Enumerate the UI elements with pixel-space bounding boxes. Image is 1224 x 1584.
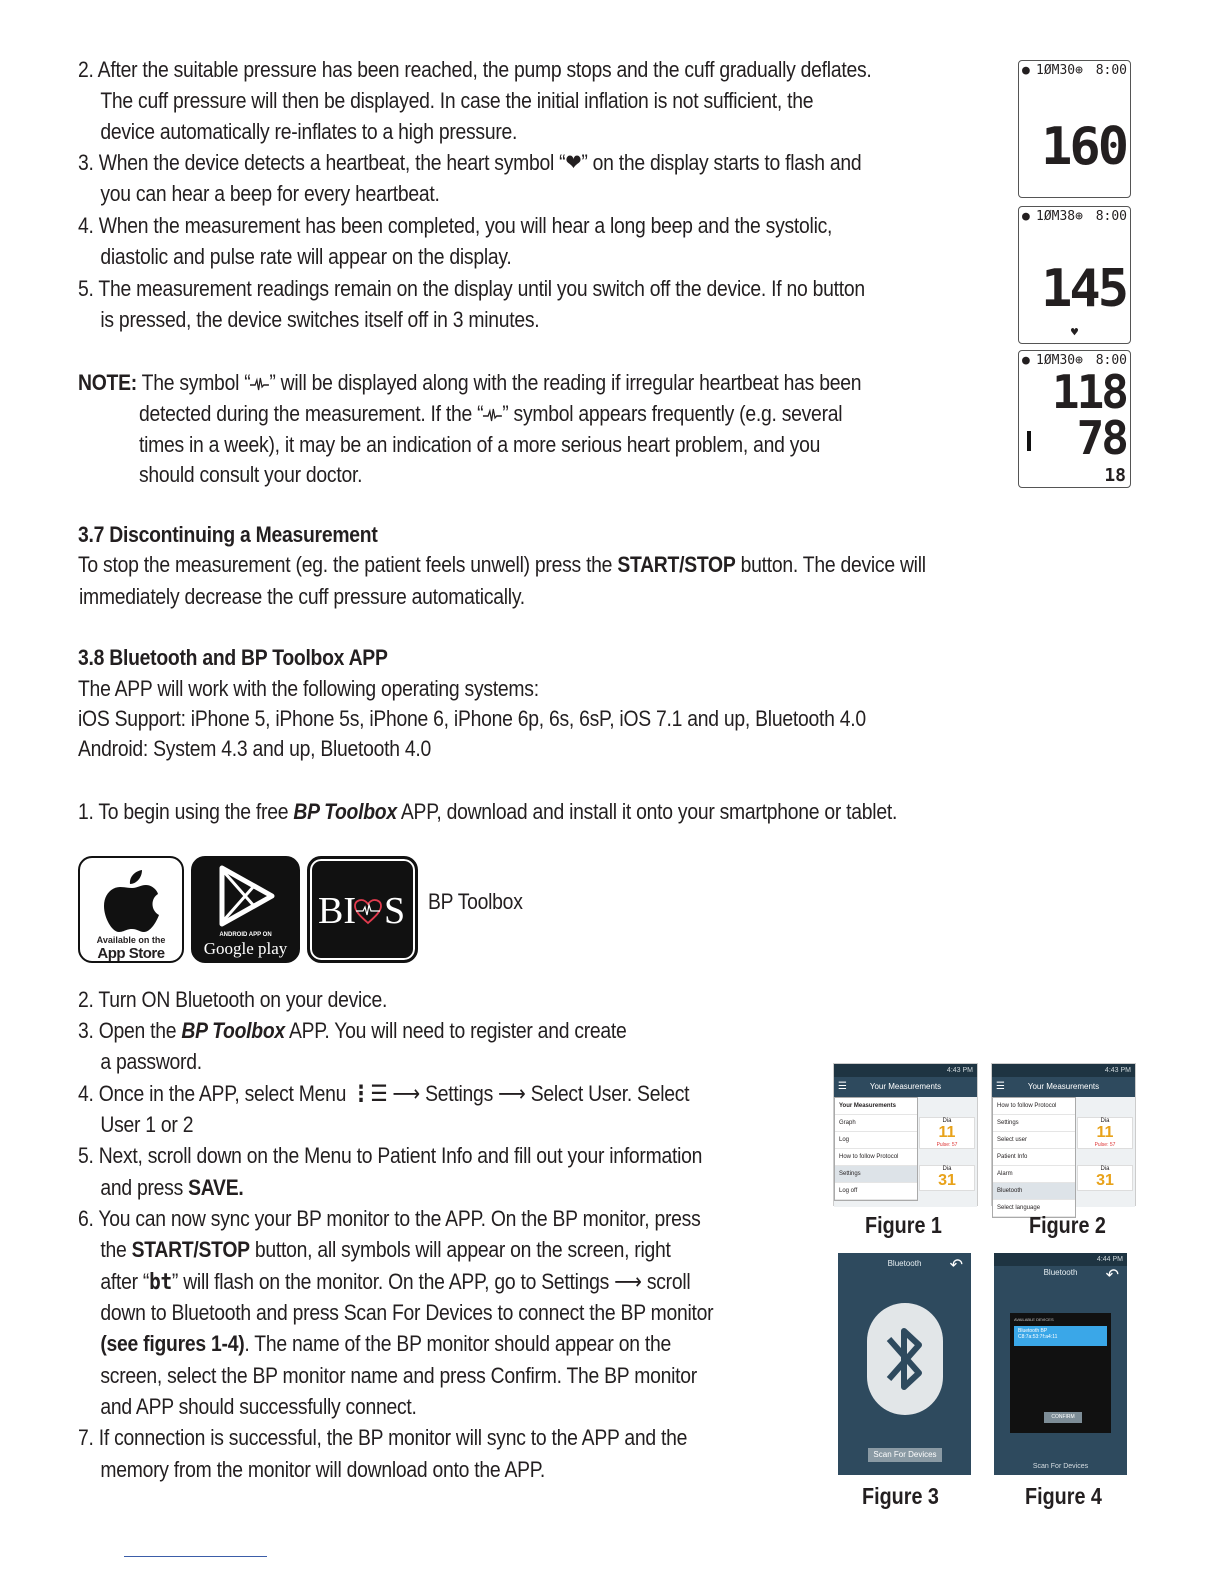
figure-1-screenshot xyxy=(833,1063,978,1206)
bottom-step-2: 2. Turn ON Bluetooth on your device. xyxy=(78,987,388,1012)
bottom-step-6: 6. You can now sync your BP monitor to the APP. On the BP monitor, press xyxy=(78,1206,701,1231)
bottom-step-6-line-2: the START/STOP button, all symbols will appear on the screen, right xyxy=(100,1237,671,1262)
section-3-7-line-2: immediately decrease the cuff pressure automatically. xyxy=(79,584,525,609)
app-store-line-1: Available on the xyxy=(96,935,166,945)
step-3-line-2: you can hear a beep for every heartbeat. xyxy=(100,181,440,206)
lcd-systolic: 118 xyxy=(1051,365,1126,419)
arrow-right-icon: ⟶ xyxy=(614,1269,642,1294)
lcd-display-inflating: ● 1ØM30⊕ 8:00 160 xyxy=(1018,60,1131,198)
dia-card: Dia 11 Pulse: 57 xyxy=(919,1117,975,1149)
step-2-line-2: The cuff pressure will then be displayed. In case the initial inflation is not sufficient, the xyxy=(100,88,814,113)
device-dialog xyxy=(1010,1313,1111,1433)
irregular-heartbeat-icon xyxy=(483,407,502,423)
step-5-line-2: is pressed, the device switches itself off in 3 minutes. xyxy=(100,307,540,332)
menu-item[interactable]: Alarm xyxy=(993,1166,1075,1183)
note-line-3: times in a week), it may be an indication of a more serious heart problem, and you xyxy=(138,432,821,457)
available-devices-label: AVAILABLE DEVICES xyxy=(1014,1317,1054,1322)
status-bar: 4:44 PM xyxy=(994,1253,1127,1266)
google-play-badge[interactable] xyxy=(191,856,300,963)
play-icon xyxy=(216,864,278,928)
bottom-step-6-line-3: after “bt” will flash on the monitor. On the APP, go to Settings ⟶ scroll xyxy=(100,1269,691,1295)
bt-lcd-glyph: bt xyxy=(149,1269,172,1295)
bottom-step-4-line-2: User 1 or 2 xyxy=(100,1112,194,1137)
scan-for-devices-button[interactable]: Scan For Devices xyxy=(1032,1463,1089,1470)
section-3-8-heading: 3.8 Bluetooth and BP Toolbox APP xyxy=(78,645,388,670)
device-item[interactable]: Bluetooth BP C8:7a:53:7f:a4:11 xyxy=(1014,1326,1107,1346)
bottom-step-7-line-2: memory from the monitor will download onto the APP. xyxy=(100,1457,546,1482)
step-2-line-1: 2. After the suitable pressure has been reached, the pump stops and the cuff gradually deflates. xyxy=(78,57,872,82)
step-2-line-3: device automatically re-inflates to a high pressure. xyxy=(100,119,518,144)
heart-pulse-icon xyxy=(354,899,382,925)
dia-card: Dia 11 Pulse: 57 xyxy=(1077,1117,1133,1149)
menu-item[interactable]: Select language xyxy=(993,1200,1075,1217)
dia-card: Dia 31 xyxy=(919,1165,975,1191)
note-line-4: should consult your doctor. xyxy=(138,462,363,487)
apple-icon xyxy=(102,866,162,936)
section-3-8-step-1: 1. To begin using the free BP Toolbox APP, download and install it onto your smartphone or tablet. xyxy=(78,799,898,824)
status-bar: 4:43 PM xyxy=(992,1064,1135,1077)
bottom-step-6-line-5: (see figures 1-4). The name of the BP monitor should appear on the xyxy=(100,1331,671,1356)
lcd-display-result: ● 1ØM30⊕ 8:00 118 78 18 xyxy=(1018,350,1131,488)
note-line-2: detected during the measurement. If the “ ” symbol appears frequently (e.g. several xyxy=(138,401,843,426)
lcd-diastolic: 78 xyxy=(1076,411,1126,465)
back-icon[interactable]: ↶ xyxy=(949,1257,963,1274)
menu-item[interactable]: Your Measurements xyxy=(835,1098,917,1115)
lcd-pulse: 18 xyxy=(1104,465,1126,486)
bottom-step-5: 5. Next, scroll down on the Menu to Patient Info and fill out your information xyxy=(78,1143,703,1168)
bios-logo-left: BI xyxy=(318,890,356,932)
menu-item[interactable]: Graph xyxy=(835,1115,917,1132)
bottom-step-6-line-6: screen, select the BP monitor name and press Confirm. The BP monitor xyxy=(100,1363,697,1388)
confirm-button[interactable]: CONFIRM xyxy=(1044,1412,1082,1423)
bottom-step-3: 3. Open the BP Toolbox APP. You will need to register and create xyxy=(78,1018,627,1043)
section-3-8-line-3: Android: System 4.3 and up, Bluetooth 4.0 xyxy=(78,736,432,761)
step-4-line-2: diastolic and pulse rate will appear on the display. xyxy=(100,244,512,269)
heart-icon: ❤ xyxy=(565,150,582,175)
menu-item[interactable]: Log xyxy=(835,1132,917,1149)
menu-icon: ☰ xyxy=(838,1081,847,1092)
bluetooth-title: Bluetooth xyxy=(887,1259,922,1268)
irregular-heartbeat-icon xyxy=(250,376,269,392)
bottom-step-3-line-2: a password. xyxy=(100,1049,202,1074)
step-4-line-1: 4. When the measurement has been completed, you will hear a long beep and the systolic, xyxy=(78,213,833,238)
menu-icon: ⋮☰ xyxy=(351,1081,388,1106)
figure-2-label: Figure 2 xyxy=(1029,1212,1106,1238)
bluetooth-title: Bluetooth xyxy=(1043,1268,1078,1277)
menu-item[interactable]: Settings xyxy=(835,1166,917,1183)
status-bar: 4:43 PM xyxy=(834,1064,977,1077)
side-menu xyxy=(992,1097,1076,1218)
figure-3-label: Figure 3 xyxy=(862,1483,939,1509)
menu-item[interactable]: How to follow Protocol xyxy=(993,1098,1075,1115)
google-play-line-2: Google play xyxy=(203,939,288,958)
bottom-step-5-line-2: and press SAVE. xyxy=(100,1175,244,1200)
bios-logo-right: S xyxy=(384,890,406,932)
step-3-line-1: 3. When the device detects a heartbeat, the heart symbol “❤” on the display starts to flash and xyxy=(78,150,862,175)
menu-item[interactable]: Select user xyxy=(993,1132,1075,1149)
app-store-badge[interactable] xyxy=(78,856,184,963)
bottom-step-6-line-4: down to Bluetooth and press Scan For Devices to connect the BP monitor xyxy=(100,1300,714,1325)
menu-item[interactable]: Settings xyxy=(993,1115,1075,1132)
note-line-1: NOTE: The symbol “ ” will be displayed along with the reading if irregular heartbeat has been xyxy=(78,370,862,395)
google-play-line-1: ANDROID APP ON xyxy=(219,932,272,938)
person-icon: ● xyxy=(1022,353,1030,368)
irregular-indicator xyxy=(1027,431,1031,451)
figure-4-screenshot xyxy=(994,1253,1127,1475)
scan-for-devices-button[interactable]: Scan For Devices xyxy=(868,1448,942,1462)
menu-item[interactable]: How to follow Protocol xyxy=(835,1149,917,1166)
back-icon[interactable]: ↶ xyxy=(1105,1267,1119,1284)
lcd-reading: 145 xyxy=(1041,259,1126,319)
figure-4-label: Figure 4 xyxy=(1025,1483,1102,1509)
bottom-step-4: 4. Once in the APP, select Menu ⋮☰ ⟶ Settings ⟶ Select User. Select xyxy=(78,1081,690,1106)
bottom-step-6-line-7: and APP should successfully connect. xyxy=(100,1394,417,1419)
arrow-right-icon: ⟶ xyxy=(498,1081,526,1106)
menu-item[interactable]: Bluetooth xyxy=(993,1183,1075,1200)
menu-item[interactable]: Log off xyxy=(835,1183,917,1200)
lcd-display-measuring: ● 1ØM38⊕ 8:00 145 ♥ xyxy=(1018,206,1131,344)
bios-app-badge[interactable] xyxy=(307,856,418,963)
app-header: ☰ Your Measurements xyxy=(992,1077,1135,1097)
bottom-step-7: 7. If connection is successful, the BP monitor will sync to the APP and the xyxy=(78,1425,688,1450)
section-3-8-line-2: iOS Support: iPhone 5, iPhone 5s, iPhone 6, iPhone 6p, 6s, 6sP, iOS 7.1 and up, Bluetooth 4.0 xyxy=(78,706,866,731)
arrow-right-icon: ⟶ xyxy=(392,1081,421,1106)
figure-3-screenshot xyxy=(838,1253,971,1475)
heart-icon: ♥ xyxy=(1070,325,1079,339)
section-3-7-heading: 3.7 Discontinuing a Measurement xyxy=(78,522,378,547)
figure-2-screenshot xyxy=(991,1063,1136,1211)
step-5-line-1: 5. The measurement readings remain on the display until you switch off the device. If no button xyxy=(78,276,865,301)
person-icon: ● xyxy=(1022,63,1030,78)
figure-1-label: Figure 1 xyxy=(865,1212,942,1238)
bp-toolbox-caption: BP Toolbox xyxy=(428,889,523,914)
person-icon: ● xyxy=(1022,209,1030,224)
menu-icon: ☰ xyxy=(996,1081,1005,1092)
section-3-8-line-1: The APP will work with the following operating systems: xyxy=(78,676,539,701)
dia-card: Dia 31 xyxy=(1077,1165,1133,1191)
footer-rule xyxy=(124,1556,267,1557)
app-header: ☰ Your Measurements xyxy=(834,1077,977,1097)
section-3-7-line-1: To stop the measurement (eg. the patient feels unwell) press the START/STOP button. The device will xyxy=(78,552,926,577)
bluetooth-icon xyxy=(867,1303,943,1415)
lcd-reading: 160 xyxy=(1041,117,1126,177)
app-store-line-2: App Store xyxy=(97,945,165,962)
side-menu xyxy=(834,1097,918,1201)
menu-item[interactable]: Patient Info xyxy=(993,1149,1075,1166)
